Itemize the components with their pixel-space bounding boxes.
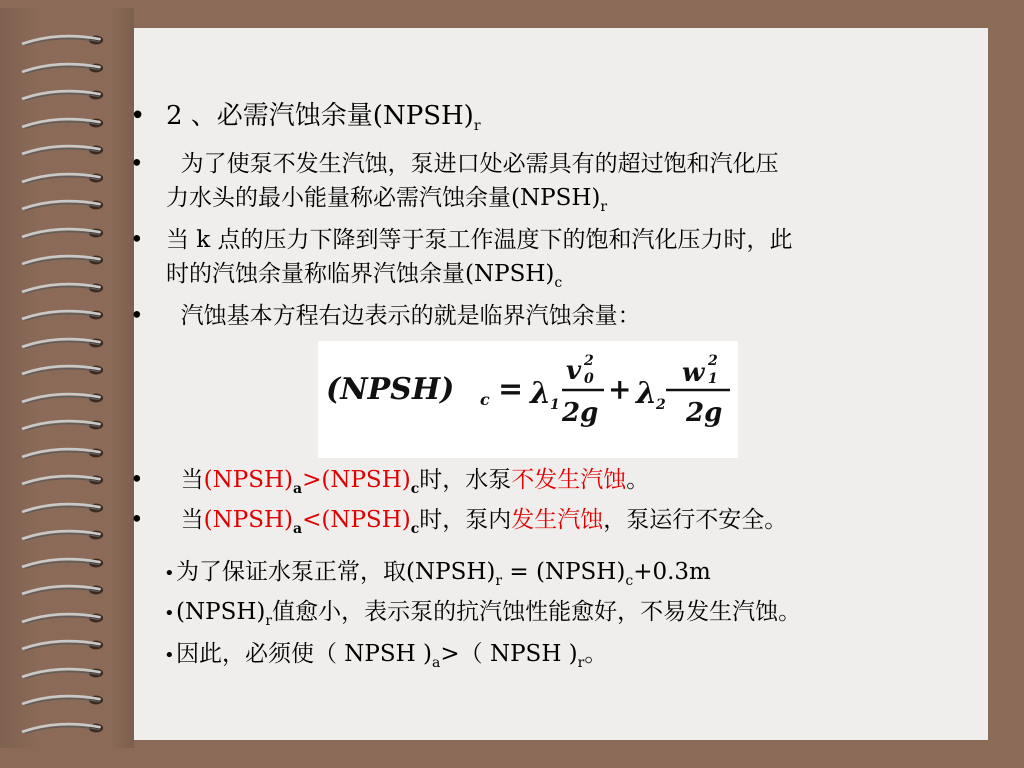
formula-lhs-sub: c <box>480 390 490 409</box>
note2-end: 值愈小，表示泵的抗汽蚀性能愈好，不易发生汽蚀。 <box>272 599 802 625</box>
cond1-b: (NPSH) <box>321 467 411 493</box>
note2-sub: r <box>265 613 273 629</box>
para1-line2 <box>166 182 607 214</box>
title-sub: r <box>473 118 481 134</box>
cond1-end: 。 <box>626 467 650 493</box>
cond2-mid: 时，泵内 <box>419 507 512 533</box>
formula-lhs: (NPSH) <box>326 372 455 407</box>
note1-pre: 为了保证水泵正常，取(NPSH) <box>176 559 496 585</box>
note3-pre: 因此，必须使（ NPSH ) <box>176 641 433 667</box>
cond2-red: 发生汽蚀 <box>511 507 604 533</box>
formula-lambda2-sub: 2 <box>656 397 666 413</box>
cond1-op: > <box>302 467 322 493</box>
para2-text1: 当 k 点的压力下降到等于泵工作温度下的饱和汽化压力时，此 <box>166 227 793 253</box>
para1-line1 <box>130 148 779 180</box>
formula-lambda2: λ <box>636 376 658 411</box>
formula-w: w <box>682 358 705 388</box>
formula-den2: 2g <box>686 398 723 428</box>
bullet: • <box>130 303 144 329</box>
bullet: • <box>130 227 144 253</box>
formula-v-sup: 2 <box>584 353 594 369</box>
note1-line <box>164 556 711 590</box>
bullet: • <box>164 645 175 666</box>
cond2-end: ，泵运行不安全。 <box>603 507 788 533</box>
cond2-b-sub: c <box>410 521 420 537</box>
para2-line2 <box>166 258 562 290</box>
note2-line <box>164 596 801 630</box>
note1-mid: = (NPSH) <box>502 559 626 585</box>
cond1-line <box>130 464 649 496</box>
bullet: • <box>130 507 144 533</box>
bullet: • <box>130 467 144 493</box>
note3-mid: >（ NPSH ) <box>440 641 578 667</box>
para2-sub: c <box>554 275 563 291</box>
para3-text: 汽蚀基本方程右边表示的就是临界汽蚀余量： <box>166 303 641 329</box>
cond2-op: < <box>302 507 322 533</box>
formula-lambda1-sub: 1 <box>550 397 560 413</box>
cond1-mid: 时，水泵 <box>419 467 512 493</box>
formula-plus: + <box>608 373 632 406</box>
bullet: • <box>130 151 144 177</box>
note1-end: +0.3m <box>633 559 711 585</box>
para1-text1: 为了使泵不发生汽蚀，泵进口处必需具有的超过饱和汽化压 <box>166 151 779 177</box>
note3-sub1: a <box>432 655 441 671</box>
cond2-a-sub: a <box>293 521 303 537</box>
note1-sub2: c <box>625 573 634 589</box>
bullet: • <box>164 603 175 624</box>
cond1-pre: 当 <box>166 467 204 493</box>
formula-w-sup: 2 <box>708 353 718 369</box>
note3-sub2: r <box>577 655 585 671</box>
cond1-red: 不发生汽蚀 <box>511 467 627 493</box>
para1-text2: 力水头的最小能量称必需汽蚀余量(NPSH) <box>166 185 601 211</box>
para2-text2: 时的汽蚀余量称临界汽蚀余量(NPSH) <box>166 261 555 287</box>
bullet: • <box>130 101 146 131</box>
cond2-pre: 当 <box>166 507 204 533</box>
cond1-a-sub: a <box>293 481 303 497</box>
title-text: 2 、必需汽蚀余量(NPSH) <box>166 101 474 131</box>
cond1-b-sub: c <box>410 481 420 497</box>
para2-line1 <box>130 224 793 256</box>
cond1-a: (NPSH) <box>203 467 293 493</box>
para3-line <box>130 300 641 332</box>
formula-eq: = <box>498 372 524 407</box>
cond2-a: (NPSH) <box>203 507 293 533</box>
formula-w-sub: 1 <box>708 371 718 387</box>
formula-lambda1: λ <box>530 376 552 411</box>
formula-graphic <box>318 341 738 458</box>
cond2-b: (NPSH) <box>321 507 411 533</box>
note3-end: 。 <box>584 641 608 667</box>
note2-pre: (NPSH) <box>176 599 266 625</box>
npsh-formula <box>318 341 738 458</box>
cond2-line <box>130 504 787 536</box>
bullet: • <box>164 563 175 584</box>
formula-v: v <box>566 356 582 386</box>
formula-v-sub: 0 <box>584 371 594 387</box>
note1-sub1: r <box>495 573 503 589</box>
para1-sub: r <box>600 199 608 215</box>
formula-den1: 2g <box>562 398 599 428</box>
title-line <box>130 100 481 132</box>
note3-line <box>164 638 607 672</box>
